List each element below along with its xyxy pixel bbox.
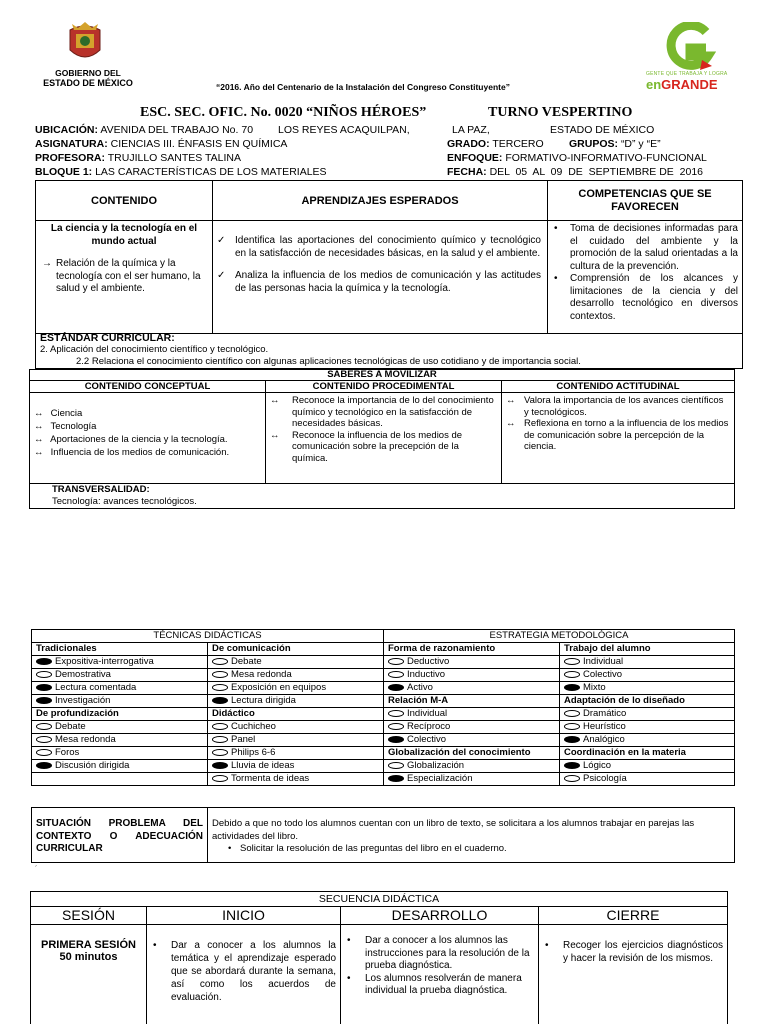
conceptual-item [34,433,261,446]
session-cell [31,925,147,1024]
col-aprendizajes: APRENDIZAJES ESPERADOS [213,181,548,221]
tecnicas-option-label: Tormenta de ideas [231,773,310,784]
cierre-item: • Recoger los ejercicios diagnósticos y hacer la revisión de los mismos. [543,939,723,965]
empty-oval-icon [36,749,52,756]
empty-oval-icon [388,762,404,769]
aprendizaje-text: Analiza la influencia de los medios de comunicación y las actitudes de las personas hacia la química y la tecnología. [235,270,541,294]
brand-name [646,77,718,92]
tecnicas-option-label: Investigación [55,695,111,706]
transversalidad-title: TRANSVERSALIDAD: [52,484,150,495]
empty-oval-icon [212,736,228,743]
empty-oval-icon [36,736,52,743]
procedimental-text: Reconoce la influencia de los medios de comunicación sobre la precepción de la química. [292,429,463,464]
competencia-item: • Comprensión de los alcances y limitaciones de la ciencia y del desarrollo tecnológico en diversos contextos. [552,273,738,323]
situacion-text: Debido a que no todo los alumnos cuentan con un libro de texto, se solicitara a los alumnos trabajar en parejas las actividades del libro. [212,818,695,842]
tecnicas-category: Didáctico [208,708,384,721]
filled-oval-icon [36,684,52,691]
asignatura-label: ASIGNATURA: [35,138,108,150]
tecnicas-option-label: Lectura comentada [55,682,137,693]
double-arrow-icon: ↔ [270,395,280,406]
tecnicas-category: Tradicionales [32,643,208,656]
tecnicas-option [560,682,735,695]
tecnicas-option-label: Expositiva-interrogativa [55,656,154,667]
saberes-table [29,369,735,509]
inicio-cell [147,925,341,1024]
tecnicas-option-label: Lógico [583,760,611,771]
tecnicas-option [32,760,208,773]
government-seal [62,20,108,66]
tecnicas-option [208,773,384,786]
col-cierre: CIERRE [539,907,728,925]
empty-oval-icon [388,723,404,730]
double-arrow-icon: ↔ [34,434,44,445]
ubicacion-value3: LA PAZ, [452,124,490,136]
tecnicas-row [32,773,735,786]
tecnicas-option [208,669,384,682]
tecnicas-option [384,682,560,695]
tecnicas-option-label: Inductivo [407,669,446,680]
plan-table [35,180,743,334]
tecnicas-row [32,669,735,682]
tecnicas-option-label: Colectivo [583,669,623,680]
tecnicas-option-label: Lectura dirigida [231,695,296,706]
secuencia-table [30,891,728,1024]
tecnicas-option [32,656,208,669]
tecnicas-category: Relación M-A [384,695,560,708]
estandar-line2: 2.2 Relaciona el conocimiento científico con algunas aplicaciones tecnológicas de uso cotidiano y de importancia social. [76,356,581,367]
tecnicas-option [560,760,735,773]
tecnicas-table [31,629,735,786]
filled-oval-icon [212,697,228,704]
empty-oval-icon [36,671,52,678]
tecnicas-option-label: Dramático [583,708,627,719]
col-competencias: COMPETENCIAS QUE SE FAVORECEN [548,181,743,221]
info-enfoque [447,152,707,164]
aprendizaje-text: Identifica las aportaciones del conocimiento químico y tecnológico en la satisfacción de necesidades básicas, en la salud y el ambiente. [235,235,541,259]
filled-oval-icon [564,684,580,691]
actitudinal-item [506,418,730,453]
empty-oval-icon [212,775,228,782]
brand-tagline: GENTE QUE TRABAJA Y LOGRA [646,71,728,77]
actitudinal-text: Reflexiona en torno a la influencia de los medios de comunicación sobre la percepción de la ciencia. [524,418,729,452]
filled-oval-icon [564,736,580,743]
tecnicas-option [384,708,560,721]
info-fecha [447,166,703,178]
tecnicas-option [560,721,735,734]
tecnicas-option [560,656,735,669]
info-asignatura [35,138,287,150]
conceptual-item [34,407,261,420]
col-inicio: INICIO [147,907,341,925]
tecnicas-option-label: Mesa redonda [55,734,116,745]
tecnicas-option [384,721,560,734]
tecnicas-option [560,669,735,682]
col-desarrollo: DESARROLLO [341,907,539,925]
tecnicas-option-label: Activo [407,682,433,693]
tecnicas-option-label: Debate [55,721,86,732]
tecnicas-row [32,643,735,656]
tecnicas-category: De profundización [32,708,208,721]
tecnicas-option-label: Foros [55,747,80,758]
empty-oval-icon [388,671,404,678]
tecnicas-title: TÉCNICAS DIDÁCTICAS [32,630,384,643]
transversalidad-cell [30,484,735,509]
aprendizaje-2 [217,270,541,295]
asignatura-value: CIENCIAS III. ÉNFASIS EN QUÍMICA [110,138,288,150]
tecnicas-option-label: Individual [407,708,448,719]
competencia-item: • Toma de decisiones informadas para el cuidado del ambiente y la promoción de la salud orientadas a la cultura de la prevención. [552,223,738,273]
estandar-box [35,333,743,369]
tecnicas-row [32,734,735,747]
empty-oval-icon [212,671,228,678]
tecnicas-option [32,669,208,682]
tecnicas-option-label: Demostrativa [55,669,111,680]
double-arrow-icon: ↔ [34,447,44,458]
bloque-value: LAS CARACTERÍSTICAS DE LOS MATERIALES [95,166,327,178]
tecnicas-option-label: Heurístico [583,721,626,732]
empty-oval-icon [212,723,228,730]
secuencia-title: SECUENCIA DIDÁCTICA [31,892,728,907]
double-arrow-icon: ↔ [506,418,516,429]
shift: TURNO VESPERTINO [488,105,633,120]
empty-oval-icon [36,723,52,730]
situacion-label: SITUACIÓN PROBLEMA DEL CONTEXTO O ADECUACIÓN CURRICULAR [32,808,208,863]
tecnicas-category: Globalización del conocimiento [384,747,560,760]
tecnicas-option [384,760,560,773]
contenido-item-text: Relación de la química y la tecnología con el ser humano, la salud y el ambiente. [56,258,201,294]
tecnicas-row [32,747,735,760]
col-actitudinal: CONTENIDO ACTITUDINAL [502,381,735,393]
filled-oval-icon [388,736,404,743]
filled-oval-icon [212,762,228,769]
actitudinal-text: Valora la importancia de los avances científicos y tecnológicos. [524,395,724,418]
col-sesion: SESIÓN [31,907,147,925]
government-name-line2: ESTADO DE MÉXICO [43,78,133,88]
conceptual-text: Ciencia [50,408,83,419]
tecnicas-option [384,656,560,669]
tecnicas-option [32,734,208,747]
tecnicas-category: Trabajo del alumno [560,643,735,656]
desarrollo-item: • Dar a conocer a los alumnos las instrucciones para la resolución de la prueba diagnóstica. [345,935,534,973]
procedimental-item [270,430,497,465]
government-name-line1: GOBIERNO DEL [55,68,121,78]
session-name: PRIMERA SESIÓN [41,939,136,951]
conceptual-item [34,420,261,433]
empty-oval-icon [564,723,580,730]
info-bloque [35,166,327,178]
tecnicas-category: De comunicación [208,643,384,656]
enfoque-value: FORMATIVO-INFORMATIVO-FUNCIONAL [505,152,707,164]
filled-oval-icon [388,775,404,782]
procedimental-item [270,395,497,430]
ubicacion-value2: LOS REYES ACAQUILPAN, [278,124,410,136]
tecnicas-option-label: Panel [231,734,256,745]
empty-oval-icon [564,671,580,678]
conceptual-cell [30,393,266,484]
ubicacion-value: AVENIDA DEL TRABAJO No. 70 [100,124,254,136]
aprendizajes-cell [213,221,548,334]
tecnicas-option [560,708,735,721]
tecnicas-option-label: Recíproco [407,721,451,732]
col-procedimental: CONTENIDO PROCEDIMENTAL [266,381,502,393]
profesora-label: PROFESORA: [35,152,106,164]
empty-oval-icon [564,775,580,782]
aprendizaje-1 [217,235,541,260]
saberes-title: SABERES A MOVILIZAR [30,370,735,381]
contenido-cell [36,221,213,334]
stray-mark: ´ [35,866,38,873]
desarrollo-cell [341,925,539,1024]
tecnicas-option [208,721,384,734]
desarrollo-item: • Los alumnos resolverán de manera individual la prueba diagnóstica. [345,973,534,998]
procedimental-text: Reconoce la importancia de lo del conocimiento químico y tecnológico en la satisfacción de necesidades básicas. [292,395,494,429]
check-icon: ✓ [217,270,226,281]
estrategia-title: ESTRATEGIA METODOLÓGICA [384,630,735,643]
tecnicas-option-label: Lluvia de ideas [231,760,295,771]
tecnicas-option [208,747,384,760]
tecnicas-option [208,734,384,747]
brand-grande: GRANDE [661,77,718,92]
tecnicas-row [32,760,735,773]
tecnicas-option [208,760,384,773]
conceptual-item [34,446,261,459]
contenido-item [42,258,206,296]
tecnicas-option [208,682,384,695]
ubicacion-label: UBICACIÓN: [35,124,98,136]
grado-value: TERCERO [492,138,544,150]
estandar-title: ESTÁNDAR CURRICULAR: [40,332,175,344]
motto: “2016. Año del Centenario de la Instalación del Congreso Constituyente” [216,82,510,92]
tecnicas-option-label: Especialización [407,773,473,784]
empty-oval-icon [564,710,580,717]
grupos-value: “D” y “E” [620,138,661,150]
contenido-title: La ciencia y la tecnología en el mundo actual [50,223,198,247]
tecnicas-option [560,773,735,786]
conceptual-text: Tecnología [50,421,97,432]
situacion-table [31,807,735,863]
tecnicas-option [32,695,208,708]
filled-oval-icon [388,684,404,691]
empty-oval-icon [212,749,228,756]
double-arrow-icon: ↔ [34,421,44,432]
empty-oval-icon [564,658,580,665]
filled-oval-icon [36,658,52,665]
tecnicas-option-label: Globalización [407,760,465,771]
tecnicas-option-label: Debate [231,656,262,667]
tecnicas-option-label: Deductivo [407,656,450,667]
tecnicas-option [560,734,735,747]
tecnicas-category: Forma de razonamiento [384,643,560,656]
brand-en: en [646,77,662,92]
session-duration: 50 minutos [59,951,118,963]
tecnicas-option [208,656,384,669]
tecnicas-option [32,682,208,695]
tecnicas-option-label: Philips 6-6 [231,747,276,758]
tecnicas-row [32,708,735,721]
arrow-right-icon: → [42,258,52,269]
engrande-logo [660,22,716,72]
tecnicas-row [32,656,735,669]
tecnicas-row [32,682,735,695]
tecnicas-option [32,747,208,760]
info-grupos [569,138,661,150]
profesora-value: TRUJILLO SANTES TALINA [107,152,241,164]
school-name: ESC. SEC. OFIC. No. 0020 “NIÑOS HÉROES” [140,105,427,120]
info-ubicacion [35,124,253,136]
tecnicas-row [32,721,735,734]
situacion-content [208,808,735,863]
situacion-bullet: • Solicitar la resolución de las preguntas del libro en el cuaderno. [226,843,730,856]
empty-oval-icon [212,658,228,665]
check-icon: ✓ [217,235,226,246]
double-arrow-icon: ↔ [506,395,516,406]
info-profesora [35,152,241,164]
double-arrow-icon: ↔ [34,408,44,419]
estandar-line1: 2. Aplicación del conocimiento científico y tecnológico. [40,344,269,355]
tecnicas-option-label: Analógico [583,734,625,745]
cierre-cell [539,925,728,1024]
tecnicas-empty-cell [32,773,208,786]
tecnicas-option-label: Cuchicheo [231,721,276,732]
tecnicas-category: Adaptación de lo diseñado [560,695,735,708]
empty-oval-icon [212,684,228,691]
filled-oval-icon [36,697,52,704]
tecnicas-option-label: Mesa redonda [231,669,292,680]
enfoque-label: ENFOQUE: [447,152,503,164]
fecha-value: DEL 05 AL 09 DE SEPTIEMBRE DE 2016 [489,166,703,178]
tecnicas-row [32,695,735,708]
double-arrow-icon: ↔ [270,429,280,441]
tecnicas-category: Coordinación en la materia [560,747,735,760]
tecnicas-option [32,721,208,734]
filled-oval-icon [564,762,580,769]
procedimental-cell [266,393,502,484]
grupos-label: GRUPOS: [569,138,619,150]
col-conceptual: CONTENIDO CONCEPTUAL [30,381,266,393]
filled-oval-icon [36,762,52,769]
conceptual-text: Aportaciones de la ciencia y la tecnología. [50,434,228,445]
info-grado [447,138,544,150]
ubicacion-value4: ESTADO DE MÉXICO [550,124,655,136]
actitudinal-cell [502,393,735,484]
tecnicas-option-label: Mixto [583,682,606,693]
empty-oval-icon [388,710,404,717]
tecnicas-option-label: Psicología [583,773,627,784]
tecnicas-option-label: Exposición en equipos [231,682,327,693]
tecnicas-option-label: Colectivo [407,734,447,745]
col-contenido: CONTENIDO [36,181,213,221]
conceptual-text: Influencia de los medios de comunicación. [50,447,230,458]
bloque-label: BLOQUE 1: [35,166,93,178]
tecnicas-option-label: Discusión dirigida [55,760,130,771]
tecnicas-option [384,669,560,682]
transversalidad-text: Tecnología: avances tecnológicos. [52,495,197,507]
actitudinal-item [506,395,730,418]
fecha-label: FECHA: [447,166,487,178]
competencias-cell [548,221,743,334]
empty-oval-icon [388,658,404,665]
tecnicas-option-label: Individual [583,656,624,667]
tecnicas-option [384,734,560,747]
tecnicas-option [208,695,384,708]
grado-label: GRADO: [447,138,490,150]
tecnicas-option [384,773,560,786]
inicio-item: • Dar a conocer a los alumnos la temática y el aprendizaje esperado que se abordará durante la semana, así como los acuerdos de evaluación. [151,939,336,1004]
